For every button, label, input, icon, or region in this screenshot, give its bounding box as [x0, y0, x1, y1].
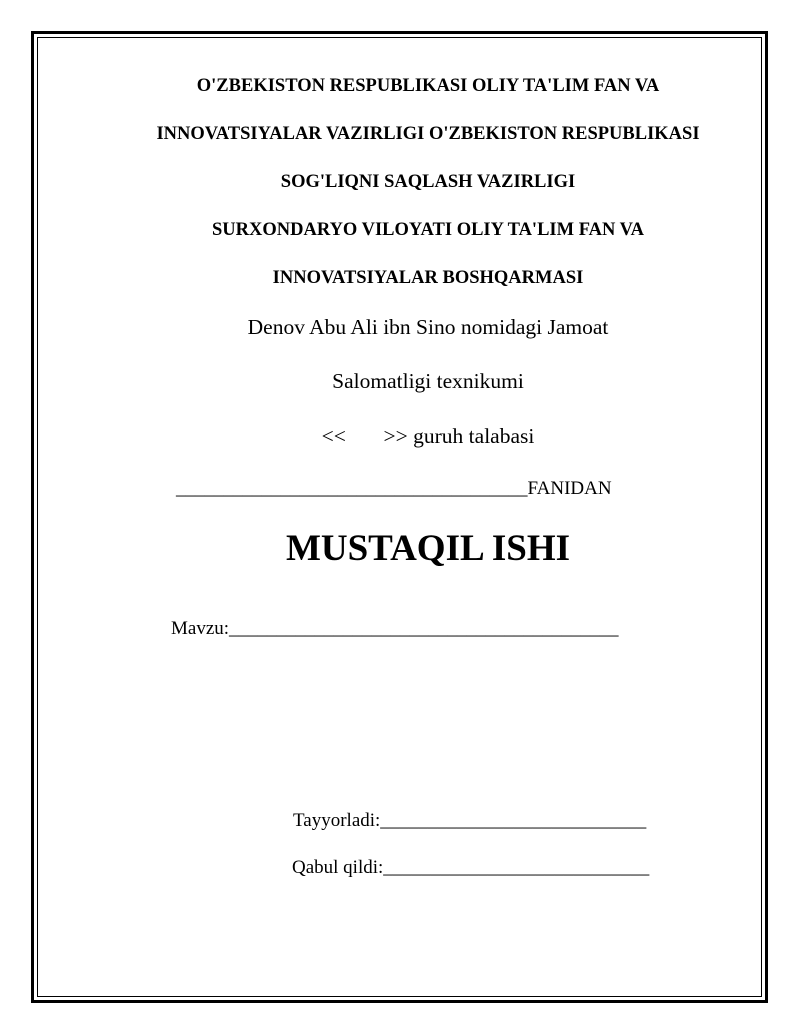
header-line-5: INNOVATSIYALAR BOSHQARMASI — [272, 268, 584, 288]
group-line: << >> guruh talabasi — [321, 424, 535, 448]
institution-line-1: Denov Abu Ali ibn Sino nomidagi Jamoat — [247, 315, 609, 339]
header-line-2: INNOVATSIYALAR VAZIRLIGI O'ZBEKISTON RESPUBLIKASI — [156, 124, 700, 144]
institution-line-2: Salomatligi texnikumi — [332, 369, 524, 393]
accepted-by-line: Qabul qildi:____________________________ — [292, 857, 650, 878]
header-line-3: SOG'LIQNI SAQLASH VAZIRLIGI — [280, 172, 576, 192]
topic-line: Mavzu:_________________________________________ — [171, 618, 619, 639]
header-line-1: O'ZBEKISTON RESPUBLIKASI OLIY TA'LIM FAN VA — [196, 76, 660, 96]
subject-line: _____________________________________FANIDAN — [176, 478, 612, 499]
header-line-4: SURXONDARYO VILOYATI OLIY TA'LIM FAN VA — [212, 220, 644, 240]
prepared-by-line: Tayyorladi:____________________________ — [293, 810, 647, 831]
document-title: MUSTAQIL ISHI — [285, 528, 571, 569]
